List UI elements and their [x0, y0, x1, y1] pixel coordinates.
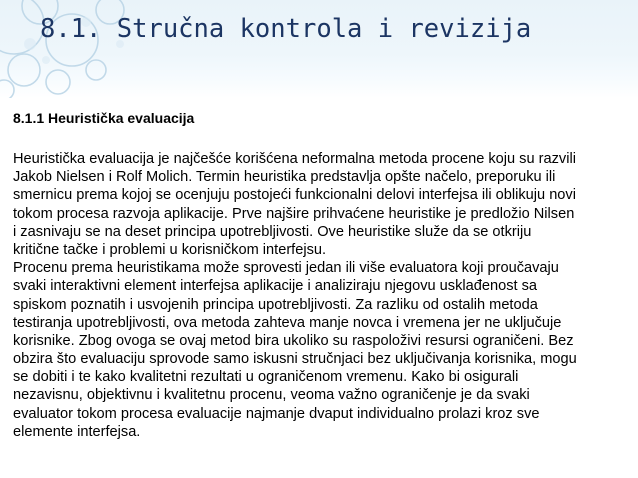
- body-line: nezavisnu, objektivnu i kvalitetnu procenu, veoma važno ograničenje je da svaki: [13, 387, 530, 404]
- body-line: obzira što evaluaciju sprovode samo iskusni stručnjaci bez uključivanja korisnika, mogu: [13, 351, 577, 368]
- body-line: spiskom poznatih i usvojenih principa upotrebljivosti. Za razliku od ostalih metoda: [13, 296, 538, 313]
- page-title: 8.1. Stručna kontrola i revizija: [40, 14, 532, 44]
- body-line: i zasnivaju se na deset principa upotrebljivosti. Ove heuristike služe da se otkriju: [13, 223, 532, 240]
- body-line: korisnike. Zbog ovoga se ovaj metod bira ukoliko su raspoloživi resursi ograničeni. Bez: [13, 332, 574, 349]
- body-line: Procenu prema heuristikama može sprovesti jedan ili više evaluatora koji proučavaju: [13, 260, 559, 277]
- header-decoration: [0, 0, 638, 98]
- body-line: tokom procesa razvoja aplikacije. Prve najšire prihvaćene heuristike je predložio Nilsen: [13, 205, 575, 222]
- body-line: elemente interfejsa.: [13, 423, 141, 440]
- body-line: kritične tačke i problemi u korisničkom interfejsu.: [13, 241, 327, 258]
- body-line: evaluator tokom procesa evaluacije najmanje dvaput individualno prolazi kroz sve: [13, 405, 540, 422]
- section-heading: 8.1.1 Heuristička evaluacija: [13, 110, 195, 126]
- body-line: smernicu prema kojoj se ocenjuju postojeći funkcionalni delovi interfejsa ili oblikuju novi: [13, 187, 576, 204]
- body-text: [13, 150, 635, 441]
- body-line: Heuristička evaluacija je najčešće korišćena neformalna metoda procene koju su razvili: [13, 151, 576, 167]
- body-line: svaki interaktivni element interfejsa aplikacije i analiziraju njegovu usklađenost sa: [13, 278, 538, 295]
- body-line: testiranja upotrebljivosti, ova metoda zahteva manje novca i vremena jer ne uključuje: [13, 314, 562, 331]
- body-line: se dobiti i te kako kvalitetni rezultati u ograničenom vremenu. Kako bi osigurali: [13, 369, 519, 386]
- body-line: Jakob Nielsen i Rolf Molich. Termin heuristika predstavlja opšte načelo, preporuku ili: [13, 169, 556, 186]
